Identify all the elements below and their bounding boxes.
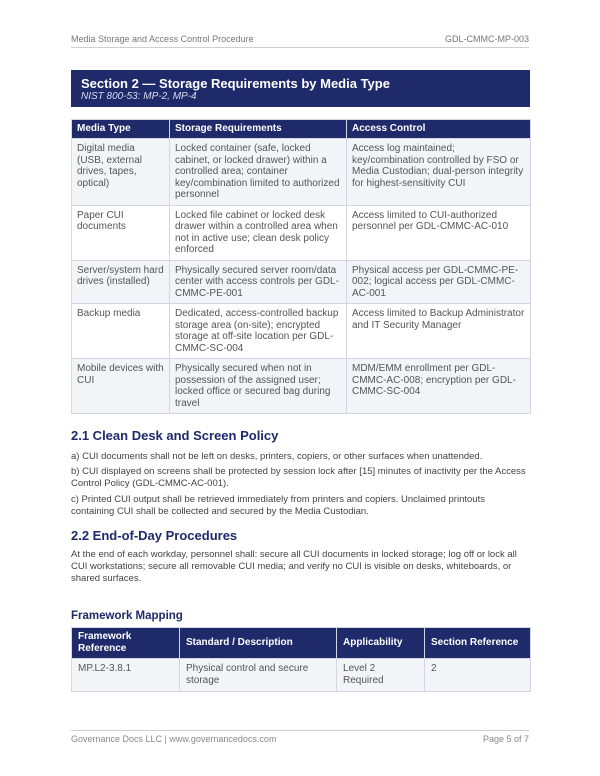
table-header-row <box>72 120 531 139</box>
table-row <box>72 139 531 206</box>
column-header: Framework Reference <box>72 628 180 659</box>
table-cell: Digital media (USB, external drives, tapes, optical) <box>72 139 170 206</box>
header-doc-id: GDL-CMMC-MP-003 <box>444 34 529 44</box>
table-cell: Dedicated, access-controlled backup storage area (on-site); encrypted storage at off-site location per GDL-CMMC-SC-004 <box>170 304 347 359</box>
table-cell: 2 <box>425 659 531 692</box>
table-row <box>72 659 531 692</box>
footer-company: Governance Docs LLC | www.governancedocs.com <box>71 734 277 744</box>
column-header: Section Reference <box>425 628 531 659</box>
table-row <box>72 304 531 359</box>
column-header: Media Type <box>72 120 170 139</box>
footer-page-number: Page 5 of 7 <box>482 734 529 744</box>
table-cell: Physically secured when not in possession of the assigned user; locked office or secured bag during travel <box>170 359 347 414</box>
table-row <box>72 205 531 260</box>
column-header: Access Control <box>347 120 531 139</box>
clean-desk-item-a: a) CUI documents shall not be left on desks, printers, copiers, or other surfaces when unattended. <box>71 451 483 462</box>
framework-mapping-table <box>71 627 531 692</box>
table-cell: MP.L2-3.8.1 <box>72 659 180 692</box>
table-cell: Physical access per GDL-CMMC-PE-002; logical access per GDL-CMMC-AC-001 <box>347 260 531 304</box>
table-cell: Physical control and secure storage <box>180 659 337 692</box>
table-cell: Locked file cabinet or locked desk drawer within a controlled area when not in active use; clean desk policy enforced <box>170 205 347 260</box>
table-cell: Access limited to CUI-authorized personnel per GDL-CMMC-AC-010 <box>347 205 531 260</box>
table-cell: Backup media <box>72 304 170 359</box>
column-header: Applicability <box>337 628 425 659</box>
table-cell: Locked container (safe, locked cabinet, or locked drawer) within a controlled area; container key/combination limited to authorized personnel <box>170 139 347 206</box>
framework-mapping-heading: Framework Mapping <box>71 610 183 622</box>
table-cell: Paper CUI documents <box>72 205 170 260</box>
page-header <box>71 34 529 48</box>
column-header: Standard / Description <box>180 628 337 659</box>
end-of-day-heading: 2.2 End-of-Day Procedures <box>71 528 238 543</box>
table-cell: Server/system hard drives (installed) <box>72 260 170 304</box>
section-title: Section 2 — Storage Requirements by Media Type <box>81 76 390 91</box>
header-doc-title: Media Storage and Access Control Procedure <box>71 34 254 44</box>
clean-desk-item-b: b) CUI displayed on screens shall be protected by session lock after [15] minutes of inactivity per the Access Control Policy (GDL-CMMC-AC-001). <box>71 466 526 489</box>
storage-requirements-table <box>71 119 531 414</box>
table-header-row <box>72 628 531 659</box>
column-header: Storage Requirements <box>170 120 347 139</box>
clean-desk-item-c: c) Printed CUI output shall be retrieved immediately from printers and copiers. Unclaimed printouts containing CUI shall be collected and secured by the Media Custodian. <box>71 494 485 517</box>
table-cell: Access limited to Backup Administrator and IT Security Manager <box>347 304 531 359</box>
table-row <box>72 359 531 414</box>
table-cell: Mobile devices with CUI <box>72 359 170 414</box>
table-cell: Physically secured server room/data center with access controls per GDL-CMMC-PE-001 <box>170 260 347 304</box>
table-cell: Access log maintained; key/combination controlled by FSO or Media Custodian; dual-person integrity for highest-sensitivity CUI <box>347 139 531 206</box>
table-row <box>72 260 531 304</box>
table-cell: MDM/EMM enrollment per GDL-CMMC-AC-008; encryption per GDL-CMMC-SC-004 <box>347 359 531 414</box>
section-banner <box>71 70 530 107</box>
section-subtitle: NIST 800-53: MP-2, MP-4 <box>81 91 197 102</box>
clean-desk-heading: 2.1 Clean Desk and Screen Policy <box>71 428 279 443</box>
end-of-day-text: At the end of each workday, personnel shall: secure all CUI documents in locked storage; log off or lock all CUI workstations; secure all removable CUI media; and verify no CUI is visible on desks, whiteboards, or shared surfaces. <box>71 549 517 584</box>
table-cell: Level 2 Required <box>337 659 425 692</box>
page-footer <box>71 730 529 744</box>
